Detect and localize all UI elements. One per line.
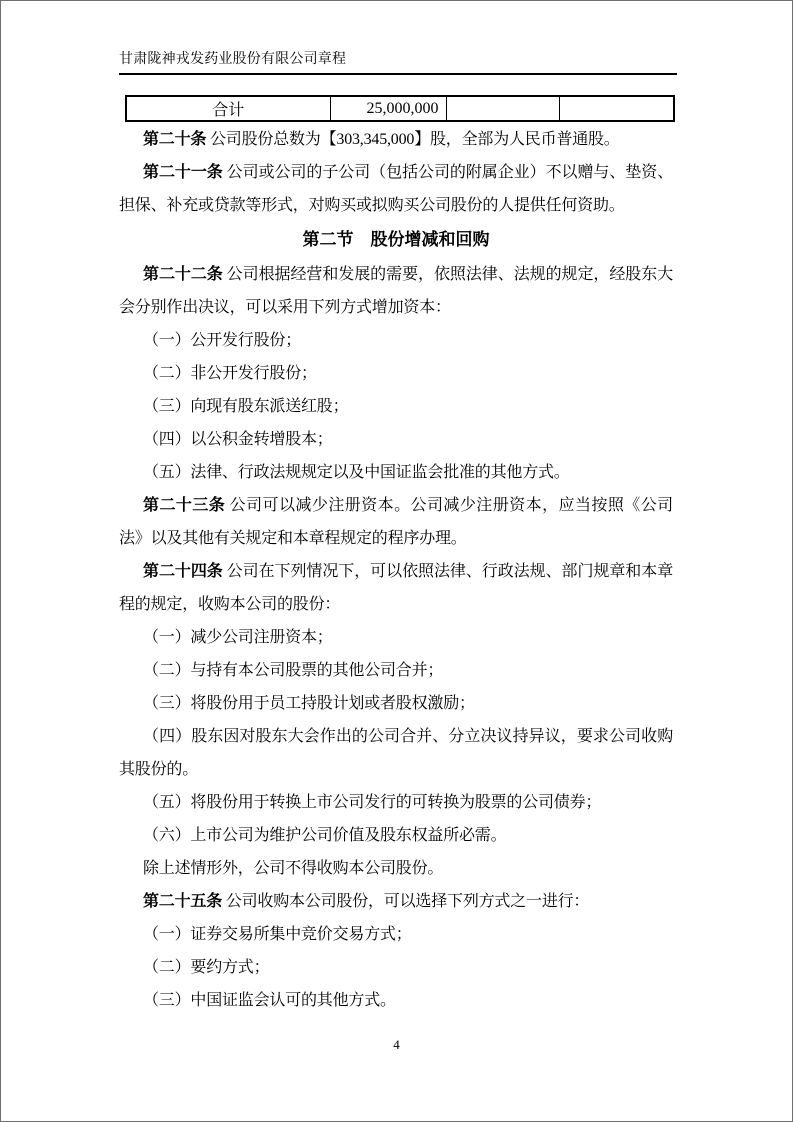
table-cell-empty-1: [446, 96, 559, 121]
article-22-label: 第二十二条: [143, 266, 223, 283]
table-row: [126, 96, 674, 121]
list-item: （一）公开发行股份；: [143, 332, 302, 349]
article-23-label: 第二十三条: [143, 497, 226, 514]
article-20-label: 第二十条: [143, 131, 207, 148]
article-23: [119, 489, 673, 555]
table-cell-total-label: 合计: [126, 96, 330, 121]
list-item: （二）与持有本公司股票的其他公司合并；: [143, 662, 444, 679]
table-cell-total-value: 25,000,000: [330, 96, 446, 121]
article-21-text: 公司或公司的子公司（包括公司的附属企业）不以赠与、垫资、担保、补充或贷款等形式，对购买或拟购买公司股份的人提供任何资助。: [119, 164, 673, 214]
article-22-text: 公司根据经营和发展的需要，依照法律、法规的规定，经股东大会分别作出决议，可以采用下列方式增加资本：: [119, 266, 673, 316]
list-item: （一）证券交易所集中竞价交易方式；: [143, 926, 412, 943]
list-item: （三）中国证监会认可的其他方式。: [143, 992, 396, 1009]
list-item: （六）上市公司为维护公司价值及股东权益所必需。: [143, 827, 507, 844]
article-22: [119, 258, 673, 324]
list-item: （四）以公积金转增股本；: [143, 431, 333, 448]
table-cell-empty-2: [559, 96, 674, 121]
list-item: （五）将股份用于转换上市公司发行的可转换为股票的公司债券；: [143, 794, 602, 811]
article-24-text: 公司在下列情况下，可以依照法律、行政法规、部门规章和本章程的规定，收购本公司的股份：: [119, 563, 673, 613]
article-25-text: 公司收购本公司股份，可以选择下列方式之一进行：: [222, 893, 590, 910]
list-item: （一）减少公司注册资本；: [143, 629, 333, 646]
page-number: 4: [393, 1037, 400, 1052]
article-21-label: 第二十一条: [143, 164, 223, 181]
article-23-text: 公司可以减少注册资本。公司减少注册资本，应当按照《公司法》以及其他有关规定和本章程规定的程序办理。: [119, 497, 673, 547]
closing-note: 除上述情形外，公司不得收购本公司股份。: [143, 860, 444, 877]
article-21: [119, 156, 673, 222]
share-totals-table: [125, 95, 675, 122]
list-item: （二）要约方式；: [143, 959, 270, 976]
section-heading: 第二节 股份增减和回购: [302, 230, 490, 249]
article-24-label: 第二十四条: [143, 563, 223, 580]
list-item: （三）向现有股东派送红股；: [143, 398, 349, 415]
list-item: （五）法律、行政法规规定以及中国证监会批准的其他方式。: [143, 464, 570, 481]
article-25: [119, 885, 673, 918]
article-24: [119, 555, 673, 621]
article-20: [119, 123, 673, 156]
list-item: （三）将股份用于员工持股计划或者股权激励；: [143, 695, 475, 712]
list-item: （二）非公开发行股份；: [143, 365, 317, 382]
article-20-text: 公司股份总数为【303,345,000】股，全部为人民币普通股。: [206, 131, 620, 148]
list-item: （四）股东因对股东大会作出的公司合并、分立决议持异议，要求公司收购其股份的。: [119, 728, 673, 778]
article-25-label: 第二十五条: [143, 893, 223, 910]
document-body: [119, 123, 673, 1017]
running-header: 甘肃陇神戎发药业股份有限公司章程: [119, 51, 677, 75]
